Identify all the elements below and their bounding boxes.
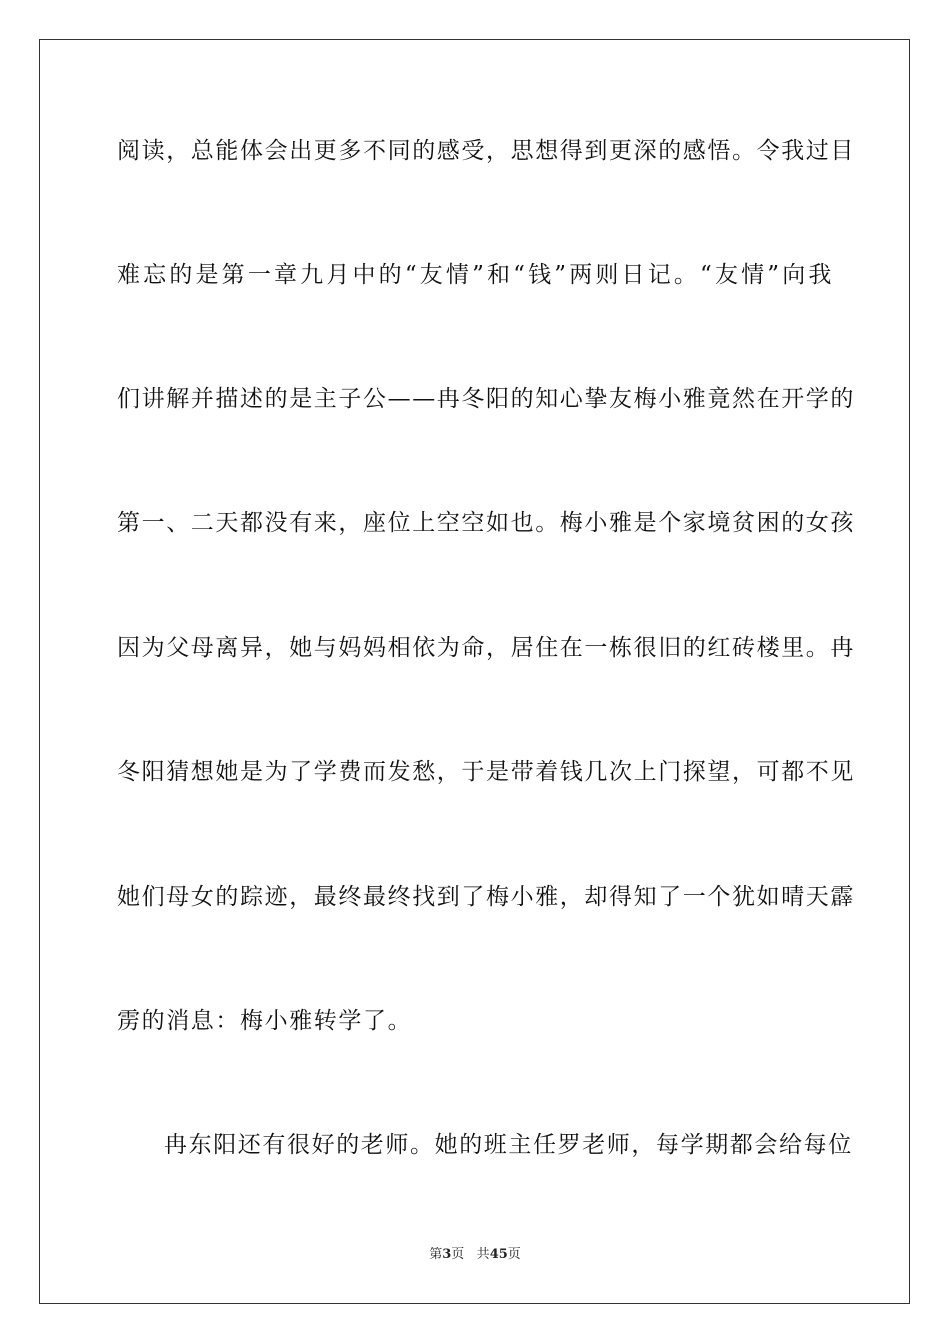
- paragraph-line: 们讲解并描述的是主子公——冉冬阳的知心挚友梅小雅竟然在开学的: [117, 386, 855, 412]
- paragraph-line: 冉东阳还有很好的老师。她的班主任罗老师，每学期都会给每位: [164, 1132, 853, 1158]
- total-label-suffix: 页: [507, 1247, 521, 1262]
- page-label-suffix: 页: [451, 1247, 465, 1262]
- page-footer: [0, 1246, 950, 1264]
- paragraph-line: 第一、二天都没有来，座位上空空如也。梅小雅是个家境贫困的女孩: [117, 510, 855, 536]
- paragraph-line: 阅读，总能体会出更多不同的感受，思想得到更深的感悟。令我过目: [117, 138, 855, 164]
- page-number: 3: [442, 1247, 452, 1262]
- paragraph-line: 冬阳猜想她是为了学费而发愁，于是带着钱几次上门探望，可都不见: [117, 759, 855, 785]
- paragraph-line: 因为父母离异，她与妈妈相依为命，居住在一栋很旧的红砖楼里。冉: [117, 635, 855, 661]
- total-label-prefix: 共: [476, 1247, 490, 1262]
- page-frame: [39, 39, 910, 1304]
- paragraph-line: 她们母女的踪迹，最终最终找到了梅小雅，却得知了一个犹如晴天霹: [117, 884, 855, 910]
- total-pages: 45: [489, 1247, 508, 1262]
- paragraph-line: 难忘的是第一章九月中的“友情”和“钱”两则日记。“友情”向我: [117, 262, 833, 288]
- paragraph-line: 雳的消息：梅小雅转学了。: [117, 1008, 413, 1034]
- page-label-prefix: 第: [429, 1247, 443, 1262]
